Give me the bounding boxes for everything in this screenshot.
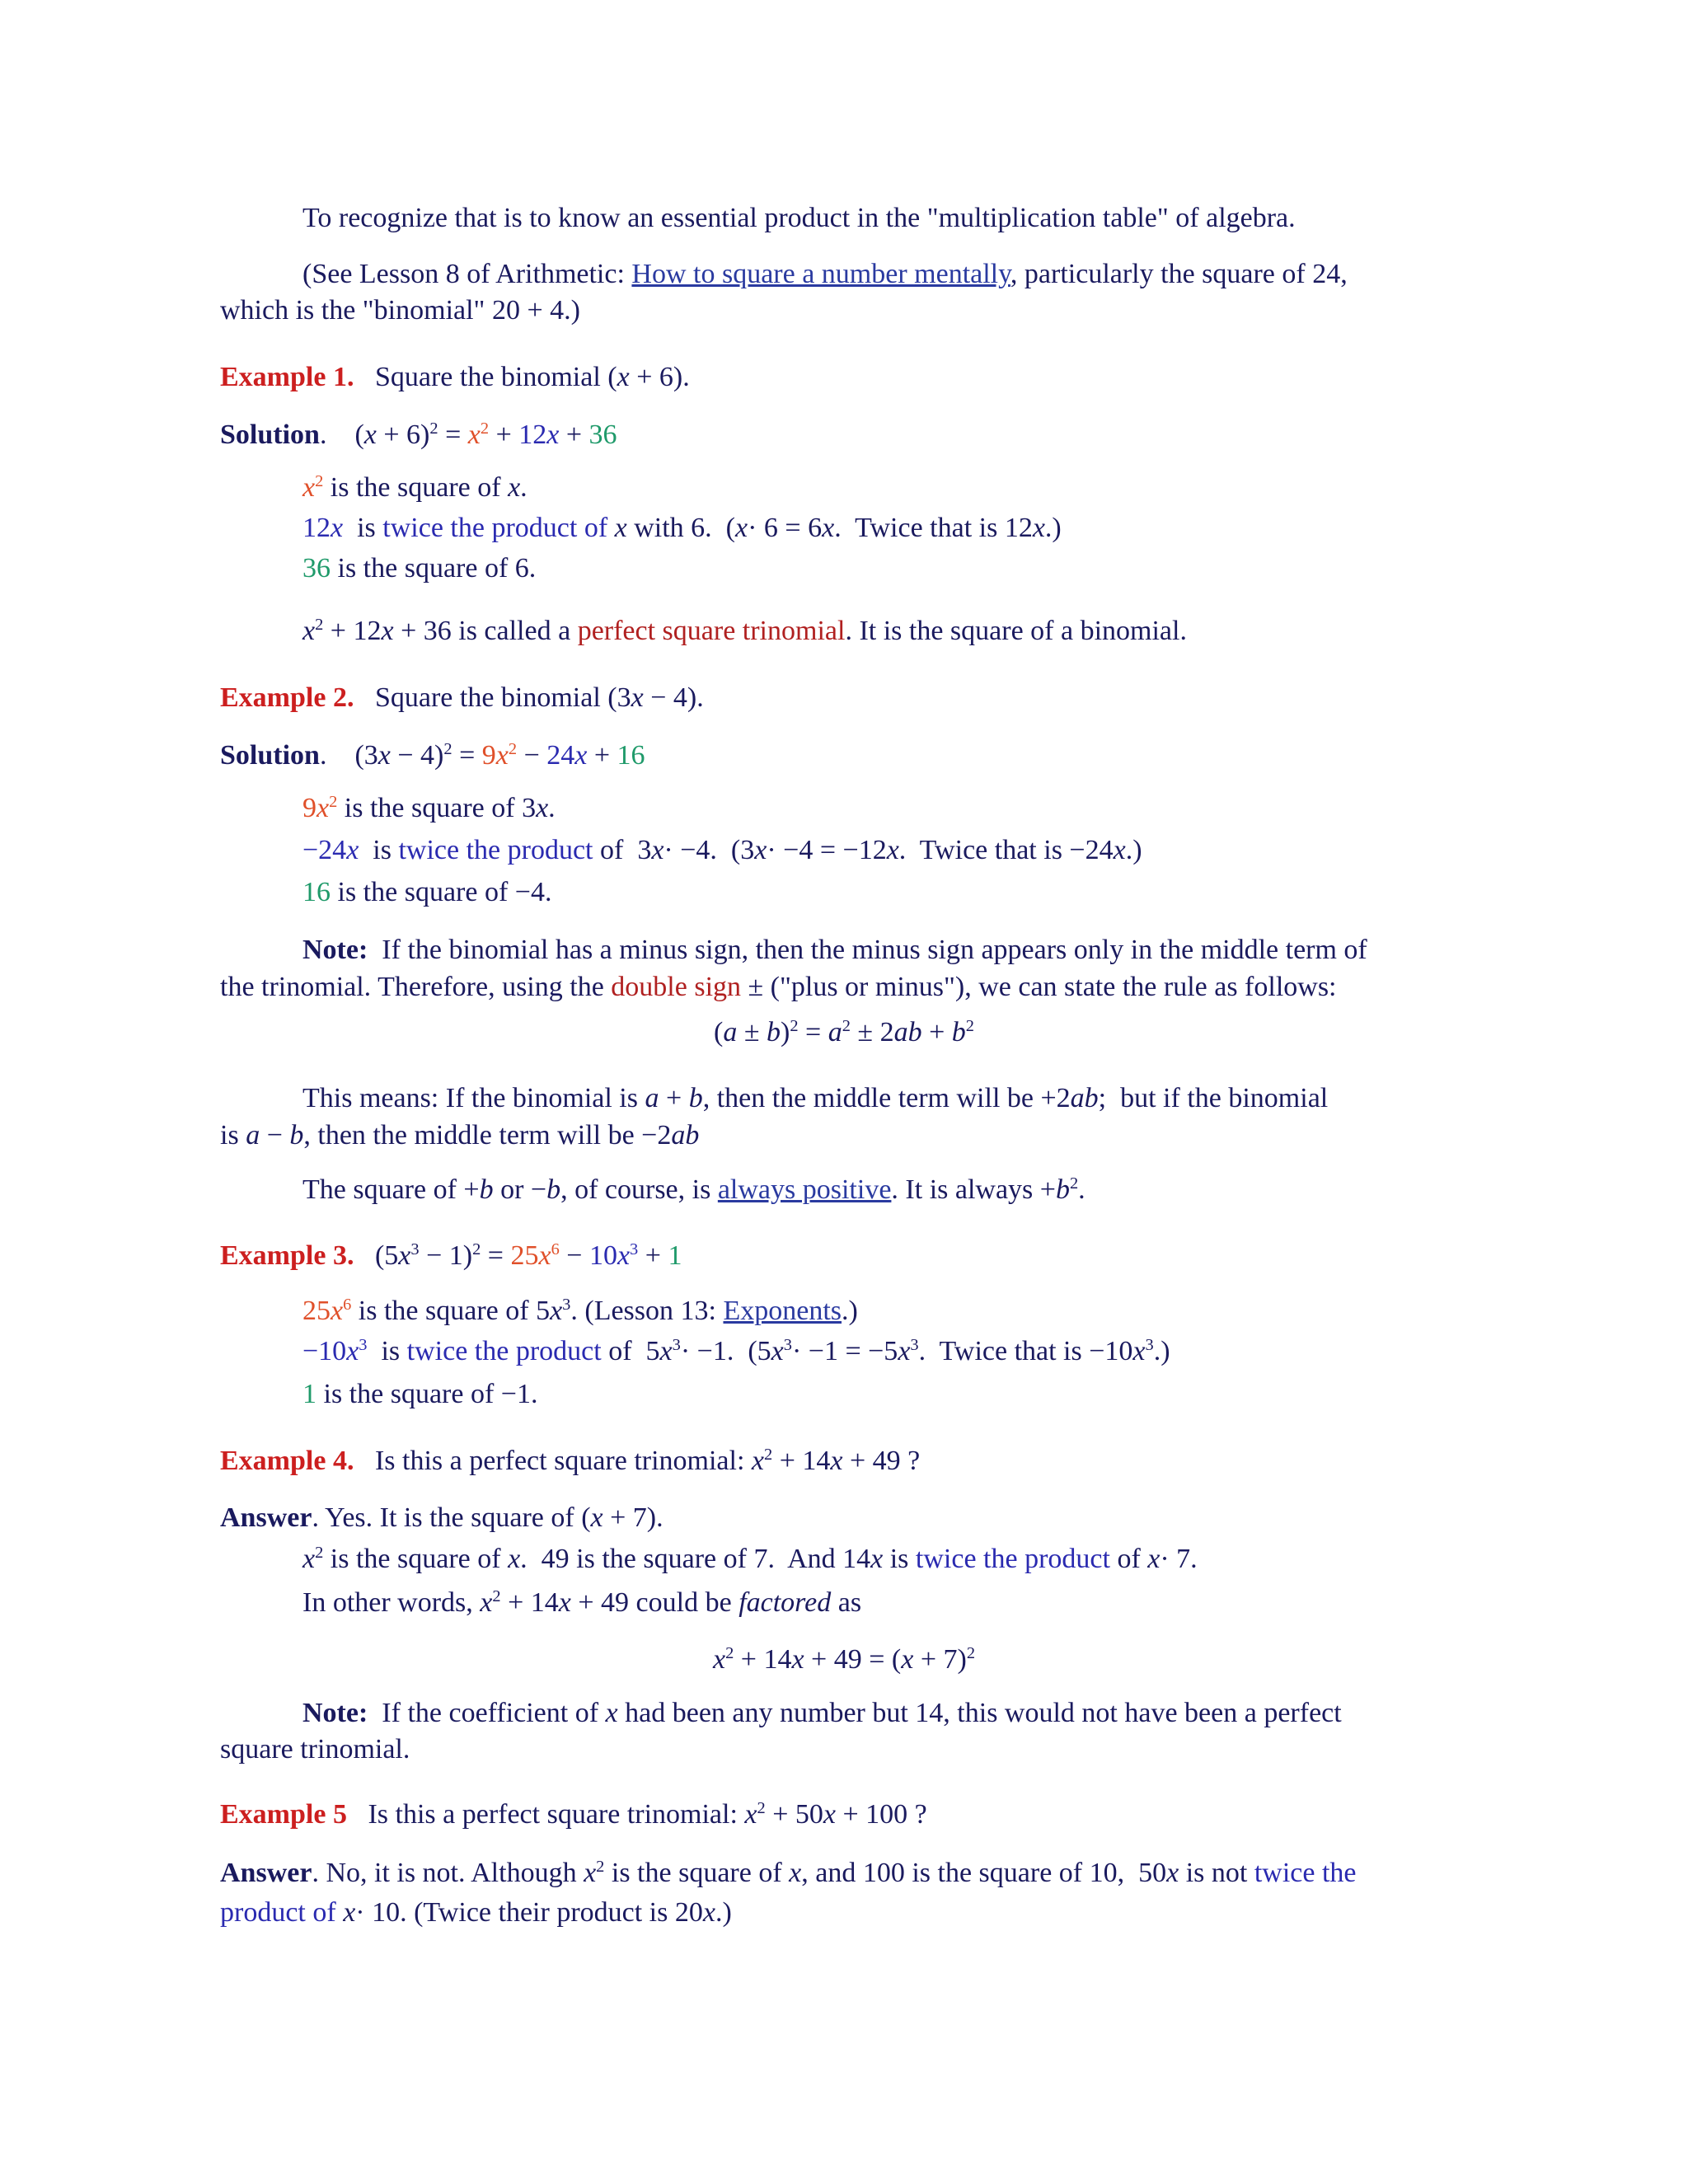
note-2-line-2 xyxy=(220,1733,410,1766)
example-1-step-1: $x^2$ is the square of x. xyxy=(302,471,528,503)
example-1-solution: Solution. $(x + 6)^2 = x^2 + 12x + 36$ xyxy=(220,419,617,450)
perfect-square-post: . It is the square of a binomial. xyxy=(845,616,1187,646)
example-1-constant: 36 xyxy=(588,419,617,450)
square-text: The square of + xyxy=(302,1174,480,1205)
note-1-line-1 xyxy=(302,934,1367,967)
example-2-heading: Example 2. Square the binomial (3x − 4). xyxy=(220,682,704,713)
example-1-prompt: Square the binomial ( xyxy=(374,362,617,392)
note-1-label: Note: xyxy=(302,935,368,965)
example-2-step-3: 16 is the square of −4. xyxy=(302,877,552,907)
example-2-label: Example 2. xyxy=(220,682,354,713)
example-4-heading: Example 4. Is this a perfect square trinomial: $x^2 + 14x + 49$ ? xyxy=(220,1445,921,1476)
note-2-text: If the coefficient of xyxy=(382,1698,606,1728)
example-5-question: Is this a perfect square trinomial: xyxy=(368,1799,745,1830)
note-2-label: Note: xyxy=(302,1698,368,1728)
example-1-step-3: 36 is the square of 6. xyxy=(302,553,537,583)
example-3-heading: Example 3. $(5x^3 - 1)^2 = 25x^6 - 10x^3 + 1$ xyxy=(220,1240,682,1271)
solution-label: Solution xyxy=(220,419,320,450)
means-text: This means: If the binomial is xyxy=(302,1083,645,1113)
see-lesson-text: (See Lesson 8 of Arithmetic: xyxy=(302,259,632,289)
intro-paragraph xyxy=(302,202,1296,235)
exponents-link[interactable]: Exponents xyxy=(723,1296,842,1326)
lesson-13-ref: . (Lesson 13: xyxy=(570,1296,724,1326)
square-text-post: . It is always + xyxy=(891,1174,1056,1205)
example-4-answer: Answer. Yes. It is the square of (x + 7). xyxy=(220,1502,663,1533)
twice-the-term: twice the xyxy=(1254,1858,1357,1888)
example-4-question: Is this a perfect square trinomial: xyxy=(374,1446,752,1476)
means-line-2: is a − b, then the middle term will be −2ab xyxy=(220,1120,700,1151)
example-1-step-2: 12x is twice the product of x with 6. (x· 6 = 6x. Twice that is 12x.) xyxy=(302,513,1062,543)
means-text-2: is xyxy=(220,1120,246,1151)
example-2-prompt: Square the binomial (3 xyxy=(374,682,631,713)
example-1-prompt-post: + 6). xyxy=(629,362,690,392)
square-mentally-link[interactable]: How to square a number mentally xyxy=(631,259,1010,289)
example-3-step-2: $-10x^3$ is twice the product of $5x^3\cdot -1$. ($5x^3\cdot -1 = -5x^3$. Twice that is $-10x^3$.) xyxy=(302,1335,1170,1366)
note-2-text-post: had been any number but 14, this would not have been a perfect xyxy=(617,1698,1342,1728)
solution-label-2: Solution xyxy=(220,740,320,771)
example-4-factored: In other words, $x^2 + 14x + 49$ could be factored as xyxy=(302,1586,862,1618)
twice-product-label: twice the product xyxy=(382,513,578,543)
example-4-answer-text: . Yes. It is the square of ( xyxy=(312,1502,591,1533)
note-2-line-1: Note: If the coefficient of x had been any number but 14, this would not have been a perfect xyxy=(302,1698,1342,1728)
example-2-solution: Solution. $(3x - 4)^2 = 9x^2 - 24x + 16$ xyxy=(220,739,645,771)
example-3-step-1: $25x^6$ is the square of $5x^3$. (Lesson 13: Exponents.) xyxy=(302,1295,858,1326)
binomial-text: which is the "binomial" 20 + 4.) xyxy=(220,295,580,326)
note-2-text-2: square trinomial. xyxy=(220,1734,410,1765)
example-1-heading: Example 1. Square the binomial (x + 6). xyxy=(220,362,690,392)
binomial-line xyxy=(220,294,580,327)
example-2-step-1: $9x^2$ is the square of 3x. xyxy=(302,792,556,823)
perfect-square-sentence: $x^2 + 12x + 36$ is called a perfect square trinomial. It is the square of a binomial. xyxy=(302,615,1187,646)
perfect-square-term: perfect square trinomial xyxy=(577,616,846,646)
answer-label: Answer xyxy=(220,1502,312,1533)
example-3-label: Example 3. xyxy=(220,1240,354,1271)
example-5-heading: Example 5 Is this a perfect square trinomial: $x^2 + 50x + 100$ ? xyxy=(220,1798,927,1830)
example-5-answer: Answer. No, it is not. Although $x^2$ is the square of x, and 100 is the square of 10, 50x is not twice the xyxy=(220,1857,1357,1888)
example-4-label: Example 4. xyxy=(220,1446,354,1476)
square-positive-line: The square of +b or −b, of course, is always positive. It is always $+b^2$. xyxy=(302,1174,1085,1205)
see-lesson-text-post: , particularly the square of 24, xyxy=(1010,259,1348,289)
note-1-line-2 xyxy=(220,971,1337,1004)
note-1-text: If the binomial has a minus sign, then the minus sign appears only in the middle term of xyxy=(382,935,1367,965)
example-1-label: Example 1. xyxy=(220,362,354,392)
note-1-text-2-post: ± ("plus or minus"), we can state the rule as follows: xyxy=(741,972,1337,1002)
rule-formula: $(a \pm b)^2 = a^2 \pm 2ab + b^2$ xyxy=(714,1016,974,1047)
example-5-last: 10. (Twice their product is 20 xyxy=(364,1897,703,1928)
example-3-step-3: 1 is the square of −1. xyxy=(302,1379,538,1409)
example-4-explain: $x^2$ is the square of x. 49 is the square of 7. And 14x is twice the product of x· 7. xyxy=(302,1543,1198,1574)
example-4-formula: $x^2 + 14x + 49 = (x + 7)^2$ xyxy=(712,1643,976,1675)
see-lesson-line xyxy=(302,258,1348,291)
note-1-text-2: the trinomial. Therefore, using the xyxy=(220,972,612,1002)
double-sign-term: double sign xyxy=(611,972,742,1002)
intro-text: To recognize that is to know an essential product in the "multiplication table" of algebra. xyxy=(302,203,1296,233)
answer-label-5: Answer xyxy=(220,1858,312,1888)
example-5-answer-text: . No, it is not. Although xyxy=(312,1858,584,1888)
means-line-1: This means: If the binomial is a + b, then the middle term will be +2ab; but if the binomial xyxy=(302,1083,1329,1113)
example-5-answer-2: product of x· 10. (Twice their product is 20x.) xyxy=(220,1897,732,1928)
factored-word: factored xyxy=(738,1587,832,1618)
example-2-step-2: −24x is twice the product of 3x· −4. (3x· −4 = −12x. Twice that is −24x.) xyxy=(302,835,1142,865)
product-of-term: product of xyxy=(220,1897,336,1928)
always-positive-link[interactable]: always positive xyxy=(717,1174,892,1205)
example-5-label: Example 5 xyxy=(220,1799,347,1830)
